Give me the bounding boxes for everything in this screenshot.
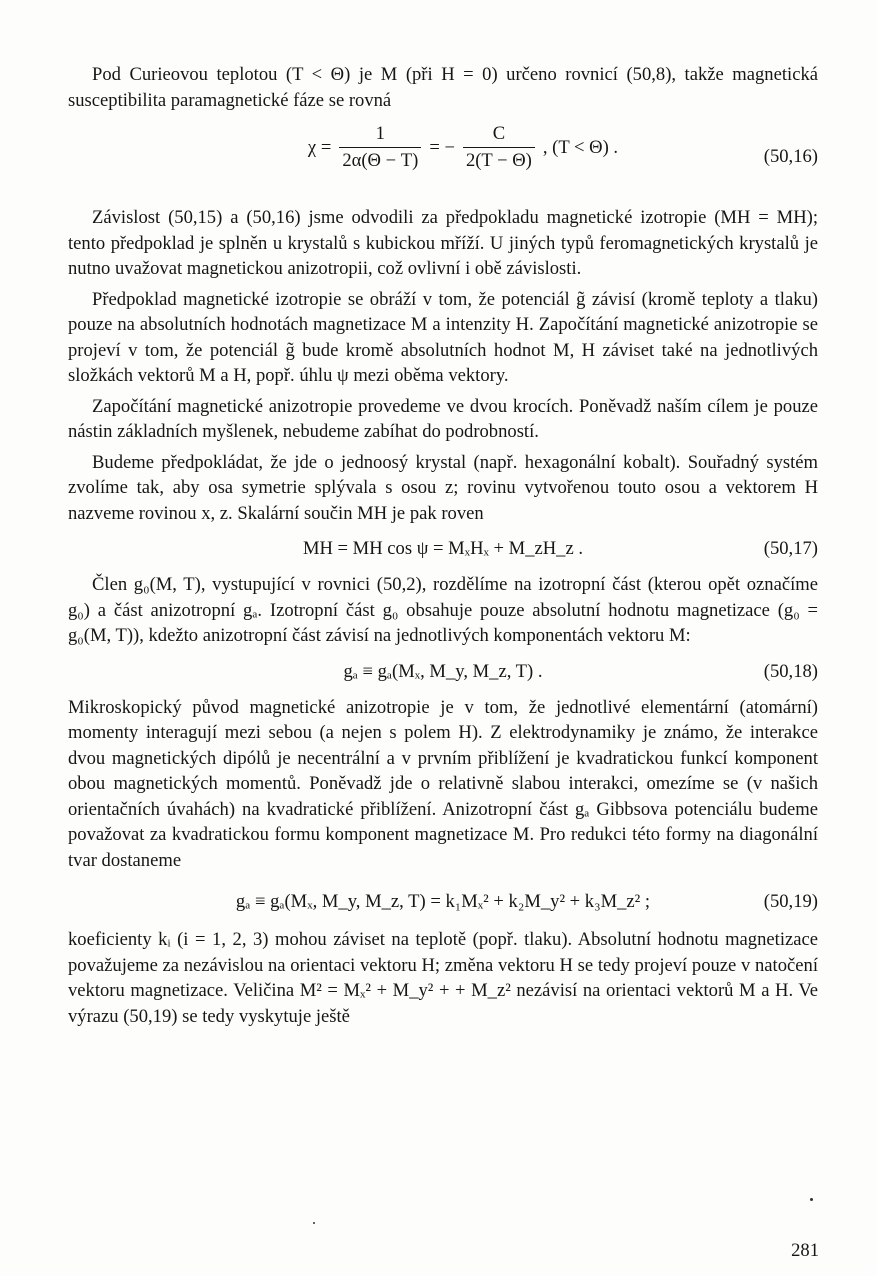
- equation-number: (50,16): [763, 146, 818, 167]
- equation-lhs: χ =: [307, 136, 332, 158]
- print-speck: [810, 1198, 813, 1201]
- equation-mid: = −: [429, 136, 455, 158]
- paragraph-2: Závislost (50,15) a (50,16) jsme odvodili za předpokladu magnetické izotropie (MH = MH); tento předpoklad je splněn u krystalů s kubickou mříží. U jiných typů feromagnetických krystalů je nutno uvažovat magnetickou anizotropii, což ovlivní i obě závislosti.: [68, 207, 818, 279]
- paragraph-6: Člen g₀(M, T), vystupující v rovnici (50,2), rozdělíme na izotropní část (kterou opět označíme g₀) a část anizotropní gₐ. Izotropní část g₀ obsahuje pouze absolutní hodnotu magnetizace (g₀ = g₀(M, T)), kdežto anizotropní část závisí na jednotlivých komponentách vektoru M:: [68, 574, 818, 646]
- fraction-1-denominator: 2α(Θ − T): [342, 150, 419, 171]
- paragraph-4: Započítání magnetické anizotropie provedeme ve dvou krocích. Poněvadž naším cílem je pouze nástin základních myšlenek, nebudeme zabíhat do podrobností.: [68, 395, 818, 442]
- equation-body: gₐ ≡ gₐ(Mₓ, M_y, M_z, T) .: [343, 660, 543, 682]
- equation-50-18: [68, 659, 818, 685]
- fraction-1: [339, 121, 421, 174]
- print-speck: [313, 1222, 315, 1224]
- fraction-2-numerator: C: [463, 121, 535, 148]
- paragraph-7: Mikroskopický původ magnetické anizotropie je v tom, že jednotlivé elementární (atomární) momenty interagují mezi sebou (a nejen s polem H). Z elektrodynamiky je známo, že interakce dvou magnetických dipólů je necentrální a v prvním přiblížení je kvadratickou funkcí komponent obou magnetických momentů. Poněvadž jde o relativně slabou interakci, omezíme se (v našich orientačních úvahách) na kvadratické přiblížení. Anizotropní část gₐ Gibbsova potenciálu budeme považovat za kvadratickou formu komponent magnetizace M. Pro redukci této formy na diagonální tvar dostaneme: [68, 696, 818, 871]
- equation-50-19: [68, 889, 818, 915]
- paragraph-5: Budeme předpokládat, že jde o jednoosý krystal (např. hexagonální kobalt). Souřadný systém zvolíme tak, aby osa symetrie splývala s osou z; rovinu vytvořenou touto osou a vektorem H nazveme rovinou x, z. Skalární součin MH je pak roven: [68, 451, 818, 524]
- paragraph-8: koeficienty kᵢ (i = 1, 2, 3) mohou záviset na teplotě (popř. tlaku). Absolutní hodnotu magnetizace považujeme za nezávislou na orientaci vektoru H; změna vektoru H se tedy projeví pouze v natočení vektoru magnetizace. Veličina M² = Mₓ² + M_y² + + M_z² nezávisí na orientaci vektorů M a H. Ve výrazu (50,19) se tedy vyskytuje ještě: [68, 929, 818, 1027]
- equation-50-16: [68, 121, 818, 191]
- equation-body: gₐ ≡ gₐ(Mₓ, M_y, M_z, T) = k₁Mₓ² + k₂M_y² + k₃M_z² ;: [235, 891, 651, 912]
- equation-condition: , (T < Θ) .: [542, 136, 619, 158]
- equation-number: (50,19): [763, 891, 818, 912]
- fraction-2: [463, 121, 535, 174]
- fraction-2-denominator: 2(T − Θ): [465, 150, 532, 171]
- equation-50-17: [68, 536, 818, 562]
- equation-body: MH = MH cos ψ = MₓHₓ + M_zH_z .: [302, 538, 584, 559]
- equation-number: (50,18): [763, 660, 818, 682]
- paragraph-1: Pod Curieovou teplotou (T < Θ) je M (při H = 0) určeno rovnicí (50,8), takže magnetická susceptibilita paramagnetické fáze se rovná: [68, 64, 818, 111]
- body-text: [68, 62, 818, 1029]
- paragraph-3: Předpoklad magnetické izotropie se obráží v tom, že potenciál g̃ závisí (kromě teploty a tlaku) pouze na absolutních hodnotách magnetizace M a intenzity H. Započítání magnetické anizotropie se projeví v tom, že potenciál g̃ bude kromě absolutních hodnot M, H záviset také na jednotlivých složkách vektorů M a H, popř. úhlu ψ mezi oběma vektory.: [68, 288, 818, 386]
- equation-number: (50,17): [763, 538, 818, 559]
- equation-body: [308, 121, 618, 174]
- page-number: 281: [791, 1240, 819, 1261]
- fraction-1-numerator: 1: [339, 121, 421, 148]
